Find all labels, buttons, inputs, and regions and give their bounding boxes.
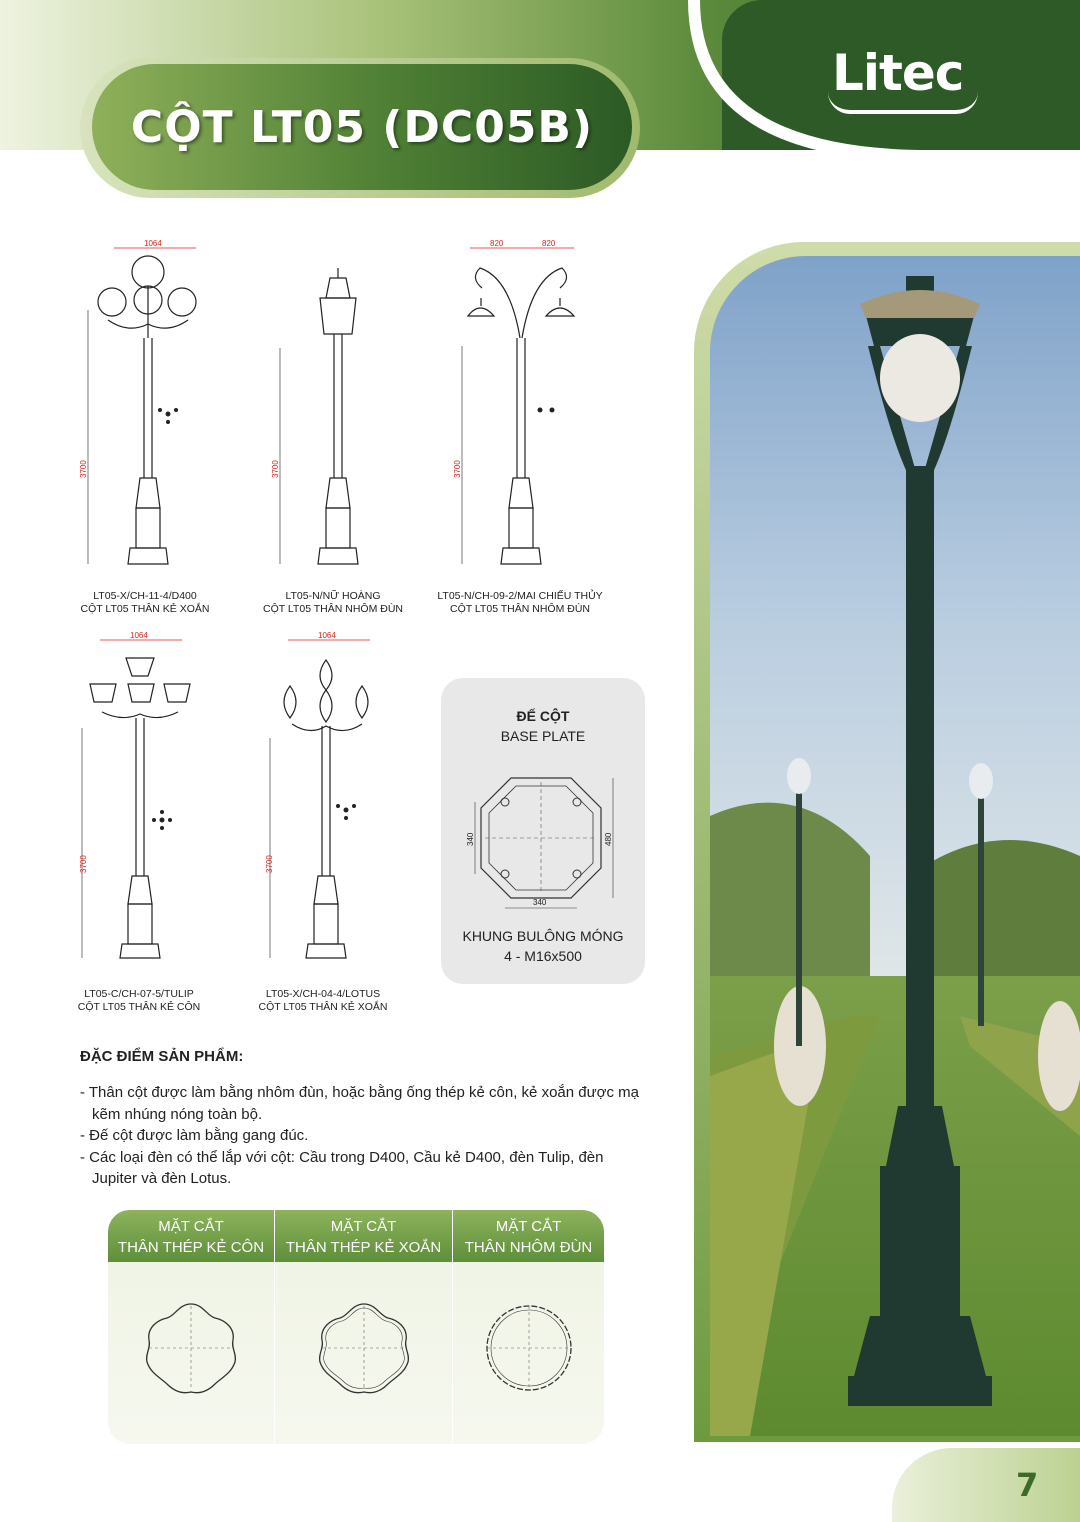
cross-section-line2: THÂN THÉP KẺ CÔN (117, 1239, 265, 1256)
drawing-lt05-tulip (72, 628, 212, 974)
base-plate-footer-1: KHUNG BULÔNG MÓNG (462, 928, 624, 944)
height-dim: 3700 (453, 460, 462, 478)
product-photo (710, 256, 1080, 1436)
drawing-caption-1 (70, 590, 220, 616)
cross-section-col-1 (108, 1210, 274, 1444)
cross-section-line2: THÂN THÉP KẺ XOẮN (285, 1239, 442, 1256)
dim-left: 340 (466, 832, 475, 846)
section-drawing-nhom (479, 1298, 579, 1398)
base-plate-panel (441, 678, 645, 984)
width-dim: 1064 (144, 239, 162, 248)
product-code: LT05-X/CH-11-4/D400 (93, 590, 197, 602)
dim-bottom: 340 (533, 898, 547, 907)
cross-section-line1: MẶT CẮT (495, 1218, 562, 1235)
product-desc: CỘT LT05 THÂN KẺ XOẮN (80, 603, 210, 615)
base-plate-footer-2: 4 - M16x500 (504, 948, 582, 964)
features-list (80, 1082, 640, 1190)
title-pill (92, 64, 632, 190)
brand-logo: Litec (832, 44, 964, 102)
cross-section-line2: THÂN NHÔM ĐÙN (464, 1239, 593, 1256)
cross-section-line1: MẶT CẮT (330, 1218, 397, 1235)
product-code: LT05-N/CH-09-2/MAI CHIẾU THỦY (437, 590, 603, 602)
page-title: CỘT LT05 (DC05B) (130, 101, 594, 153)
cross-section-col-3 (452, 1210, 604, 1444)
cross-section-col-2 (274, 1210, 452, 1444)
drawing-lt05-nu-hoang (268, 238, 408, 578)
product-code: LT05-N/NỮ HOÀNG (285, 590, 381, 602)
cross-section-table (108, 1210, 604, 1444)
product-code: LT05-C/CH-07-5/TULIP (84, 988, 194, 1000)
drawing-lt05-mai-chieu-thuy (450, 238, 590, 578)
product-desc: CỘT LT05 THÂN NHÔM ĐÙN (449, 603, 591, 615)
cross-section-label (275, 1216, 452, 1258)
cross-section-label (108, 1216, 274, 1258)
features-title: ĐẶC ĐIỂM SẢN PHẨM: (80, 1048, 244, 1065)
feature-item: - Các loại đèn có thể lắp với cột: Cầu trong D400, Cầu kẻ D400, đèn Tulip, đèn Jupiter và đèn Lotus. (80, 1148, 604, 1187)
feature-item: - Thân cột được làm bằng nhôm đùn, hoặc bằng ống thép kẻ côn, kẻ xoắn được mạ kẽm nhúng nóng toàn bộ. (80, 1084, 639, 1123)
drawing-caption-4 (64, 988, 214, 1014)
height-dim: 3700 (265, 855, 274, 873)
dim-right: 480 (604, 832, 613, 846)
drawing-caption-5 (248, 988, 398, 1014)
product-desc: CỘT LT05 THÂN KẺ XOẮN (258, 1001, 388, 1013)
width-dim: 1064 (130, 631, 148, 640)
base-plate-subtitle: BASE PLATE (500, 728, 586, 744)
section-drawing-con (141, 1298, 241, 1398)
feature-item: - Đế cột được làm bằng gang đúc. (80, 1127, 309, 1144)
height-dim: 3700 (271, 460, 280, 478)
height-dim: 3700 (79, 855, 88, 873)
height-dim: 3700 (79, 460, 88, 478)
drawing-lt05-d400 (78, 238, 218, 578)
product-desc: CỘT LT05 THÂN KẺ CÔN (77, 1001, 201, 1013)
base-plate-title: ĐẾ CỘT (516, 708, 570, 724)
width-dim-right: 820 (542, 239, 556, 248)
base-plate-diagram (461, 768, 631, 918)
product-desc: CỘT LT05 THÂN NHÔM ĐÙN (262, 603, 404, 615)
drawing-caption-3 (430, 590, 610, 616)
logo-swoosh (828, 92, 978, 114)
section-drawing-xoan (314, 1298, 414, 1398)
cross-section-label (453, 1216, 604, 1258)
page-number-tab (892, 1448, 1080, 1522)
drawing-lt05-lotus (258, 628, 398, 974)
drawing-caption-2 (258, 590, 408, 616)
width-dim-left: 820 (490, 239, 504, 248)
product-code: LT05-X/CH-04-4/LOTUS (265, 988, 381, 1000)
width-dim: 1064 (318, 631, 336, 640)
page-number: 7 (1016, 1466, 1039, 1504)
cross-section-line1: MẶT CẮT (158, 1218, 224, 1235)
